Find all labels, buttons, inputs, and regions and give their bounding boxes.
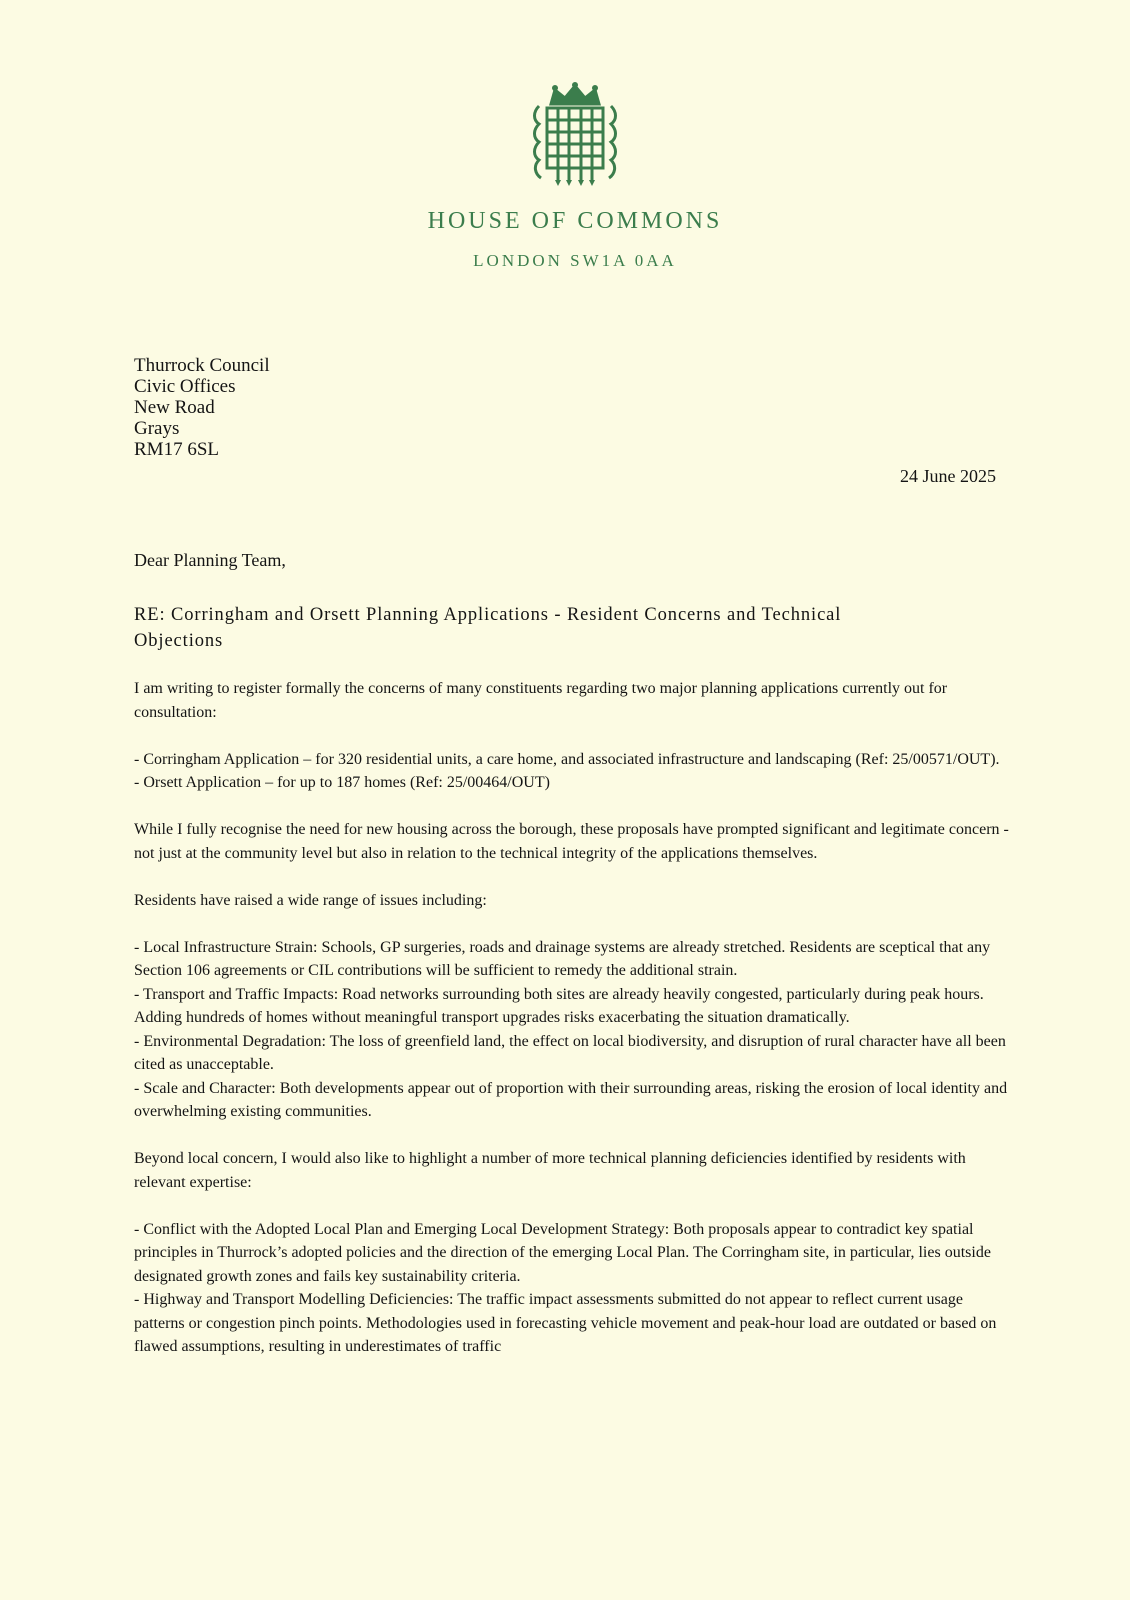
technical-intro: Beyond local concern, I would also like to highlight a number of more technical planning deficiencies identified by residents with relevant expertise: (134, 1150, 966, 1191)
letterhead-address: LONDON SW1A 0AA (473, 251, 677, 270)
recipient-address (134, 355, 270, 460)
letter-body (134, 677, 1014, 1382)
list-item: - Local Infrastructure Strain: Schools, GP surgeries, roads and drainage systems are already stretched. Residents are sceptical that any Section 106 agreements or CIL contributions will be sufficient to remedy the additional strain. (134, 938, 991, 979)
letter-date: 24 June 2025 (900, 466, 996, 486)
issues-list (134, 936, 1014, 1124)
list-item: - Corringham Application – for 320 residential units, a care home, and associated infrastructure and landscaping (Ref: 25/00571/OUT). (134, 750, 1000, 768)
recipient-line: Thurrock Council (134, 355, 270, 376)
technical-list (134, 1218, 1014, 1359)
recipient-line: Grays (134, 418, 180, 439)
letterhead-title: HOUSE OF COMMONS (427, 208, 723, 234)
intro-paragraph: I am writing to register formally the concerns of many constituents regarding two major planning applications currently out for consultation: (134, 680, 948, 721)
issues-intro: Residents have raised a wide range of issues including: (134, 891, 487, 909)
recipient-line: RM17 6SL (134, 439, 219, 460)
list-item: - Scale and Character: Both developments appear out of proportion with their surrounding areas, risking the erosion of local identity and overwhelming existing communities. (134, 1079, 1008, 1120)
list-item: - Orsett Application – for up to 187 homes (Ref: 25/00464/OUT) (134, 774, 550, 791)
list-item: - Environmental Degradation: The loss of greenfield land, the effect on local biodiversity, and disruption of rural character have all been cited as unacceptable. (134, 1032, 1006, 1073)
portcullis-crown-icon (529, 82, 621, 186)
recognition-paragraph: While I fully recognise the need for new housing across the borough, these proposals have prompted significant and legitimate concern - not just at the community level but also in relation to the technical integrity of the applications themselves. (134, 821, 1009, 862)
recipient-line: Civic Offices (134, 376, 236, 397)
applications-list (134, 748, 1014, 795)
list-item: - Transport and Traffic Impacts: Road networks surrounding both sites are already heavily congested, particularly during peak hours. Adding hundreds of homes without meaningful transport upgrades risks exacerbating the situation dramatically. (134, 985, 984, 1026)
salutation: Dear Planning Team, (134, 550, 286, 570)
list-item: - Conflict with the Adopted Local Plan and Emerging Local Development Strategy: Both proposals appear to contradict key spatial principles in Thurrock’s adopted policies and the direction of the emerging Local Plan. The Corringham site, in particular, lies outside designated growth zones and fails key sustainability criteria. (134, 1220, 991, 1285)
recipient-line: New Road (134, 397, 215, 418)
subject-line: RE: Corringham and Orsett Planning Applications - Resident Concerns and Technical Objections (134, 605, 842, 651)
list-item: - Highway and Transport Modelling Deficiencies: The traffic impact assessments submitted do not appear to reflect current usage patterns or congestion pinch points. Methodologies used in forecasting vehicle movement and peak-hour load are outdated or based on flawed assumptions, resulting in underestimates of traffic (134, 1291, 997, 1355)
